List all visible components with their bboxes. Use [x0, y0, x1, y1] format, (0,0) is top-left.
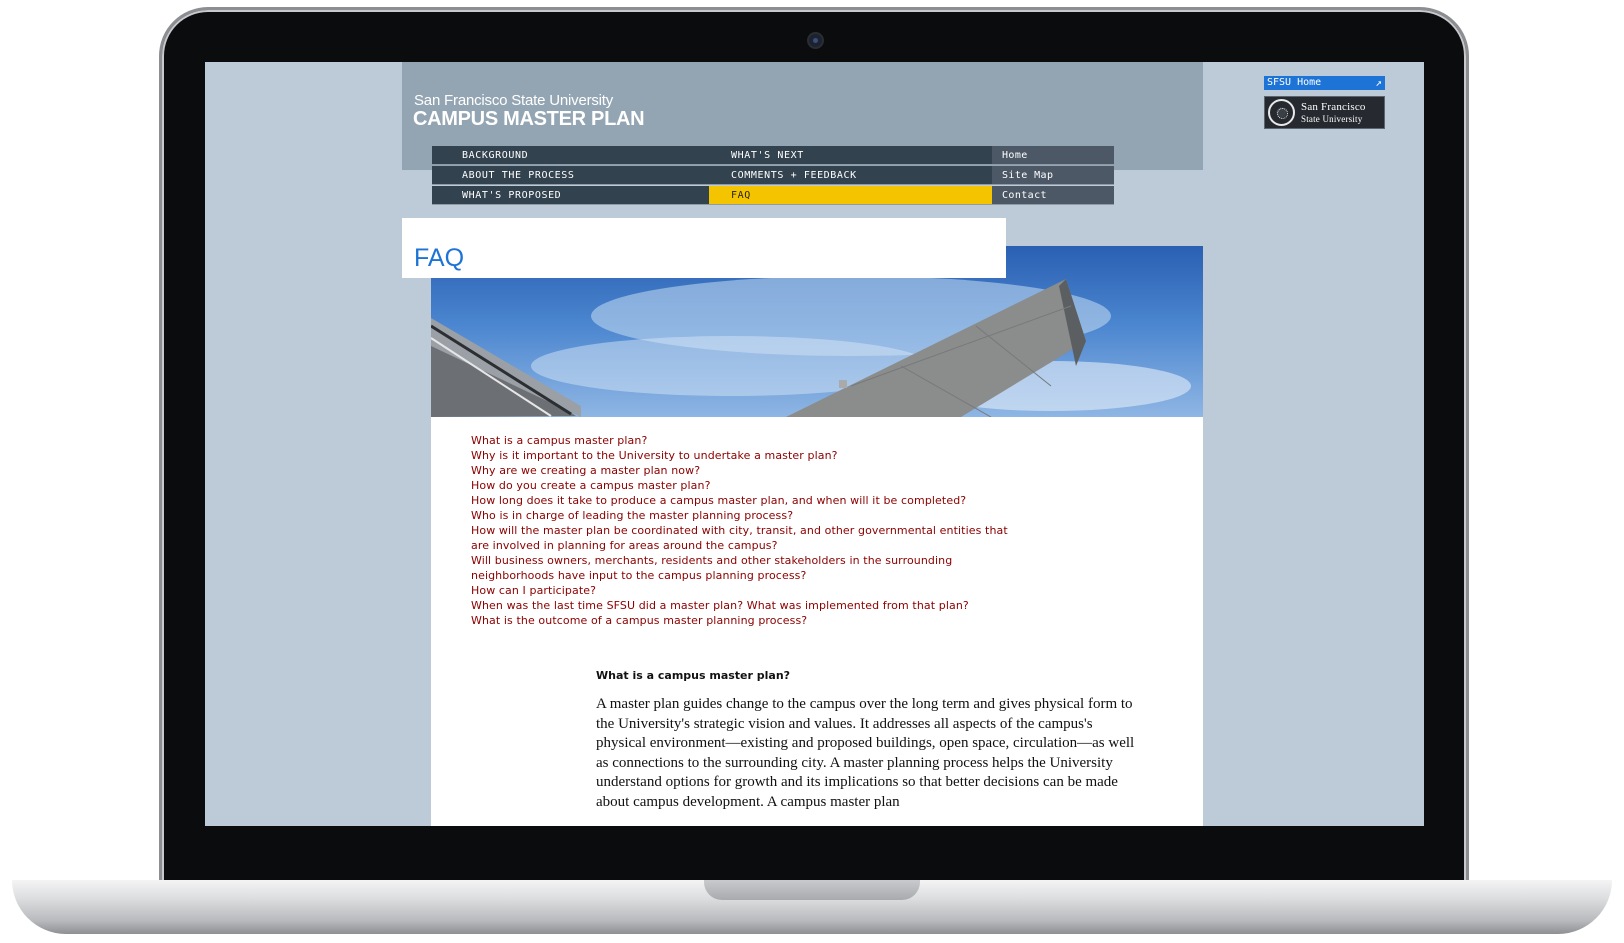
- faq-link[interactable]: What is a campus master plan?: [471, 434, 648, 447]
- plan-title: CAMPUS MASTER PLAN: [413, 108, 645, 130]
- nav-background[interactable]: BACKGROUND: [432, 146, 709, 165]
- answer-body: A master plan guides change to the campus over the long term and gives physical form to the University's strategic vision and values. It addresses all aspects of the campus's physical environment—existing and proposed buildings, open space, circulation—as well as connections to the surrounding city. A master planning process helps the University understand options for growth and its implications so that better decisions can be made about campus development. A campus master plan: [596, 696, 1135, 810]
- nav-row: [432, 166, 1114, 186]
- browser-viewport[interactable]: [205, 62, 1424, 826]
- webcam-icon: [809, 34, 822, 47]
- page-title-box: [402, 218, 1006, 278]
- nav-row: [432, 186, 1114, 206]
- faq-link[interactable]: When was the last time SFSU did a master plan? What was implemented from that plan?: [471, 599, 969, 612]
- laptop-base-notch: [704, 880, 920, 900]
- logo-line-1: San Francisco: [1301, 101, 1366, 113]
- sfsu-logo[interactable]: [1264, 96, 1385, 129]
- faq-link[interactable]: How can I participate?: [471, 584, 597, 597]
- nav-home[interactable]: Home: [992, 146, 1114, 165]
- faq-link[interactable]: How will the master plan be coordinated with city, transit, and other governmental entities that: [471, 524, 1008, 537]
- nav-faq[interactable]: FAQ: [709, 186, 992, 205]
- faq-content: [431, 417, 1203, 826]
- nav-about-the-process[interactable]: ABOUT THE PROCESS: [432, 166, 709, 185]
- faq-link[interactable]: Will business owners, merchants, residents and other stakeholders in the surrounding: [471, 554, 953, 567]
- answer-heading: What is a campus master plan?: [596, 669, 791, 682]
- external-arrow-icon: ↗: [1375, 76, 1382, 89]
- nav-whats-next[interactable]: WHAT'S NEXT: [709, 146, 992, 165]
- faq-link[interactable]: neighborhoods have input to the campus planning process?: [471, 569, 807, 582]
- nav-comments-feedback[interactable]: COMMENTS + FEEDBACK: [709, 166, 992, 185]
- faq-link[interactable]: Why is it important to the University to undertake a master plan?: [471, 449, 838, 462]
- university-name: San Francisco State University: [414, 92, 614, 109]
- logo-line-2: State University: [1301, 114, 1363, 124]
- faq-link[interactable]: are involved in planning for areas around the campus?: [471, 539, 778, 552]
- sfsu-home-link[interactable]: [1264, 76, 1385, 90]
- faq-question-list: [471, 433, 1031, 628]
- nav-row: [432, 146, 1114, 166]
- page-title: FAQ: [414, 244, 465, 272]
- faq-link[interactable]: Who is in charge of leading the master planning process?: [471, 509, 794, 522]
- nav-contact[interactable]: Contact: [992, 186, 1114, 205]
- nav-whats-proposed[interactable]: WHAT'S PROPOSED: [432, 186, 709, 205]
- faq-link[interactable]: What is the outcome of a campus master planning process?: [471, 614, 808, 627]
- nav-site-map[interactable]: Site Map: [992, 166, 1114, 185]
- university-seal-icon: [1268, 99, 1295, 126]
- sfsu-home-label: SFSU Home: [1267, 77, 1322, 88]
- faq-link[interactable]: How do you create a campus master plan?: [471, 479, 711, 492]
- faq-link[interactable]: How long does it take to produce a campus master plan, and when will it be completed?: [471, 494, 967, 507]
- faq-link[interactable]: Why are we creating a master plan now?: [471, 464, 701, 477]
